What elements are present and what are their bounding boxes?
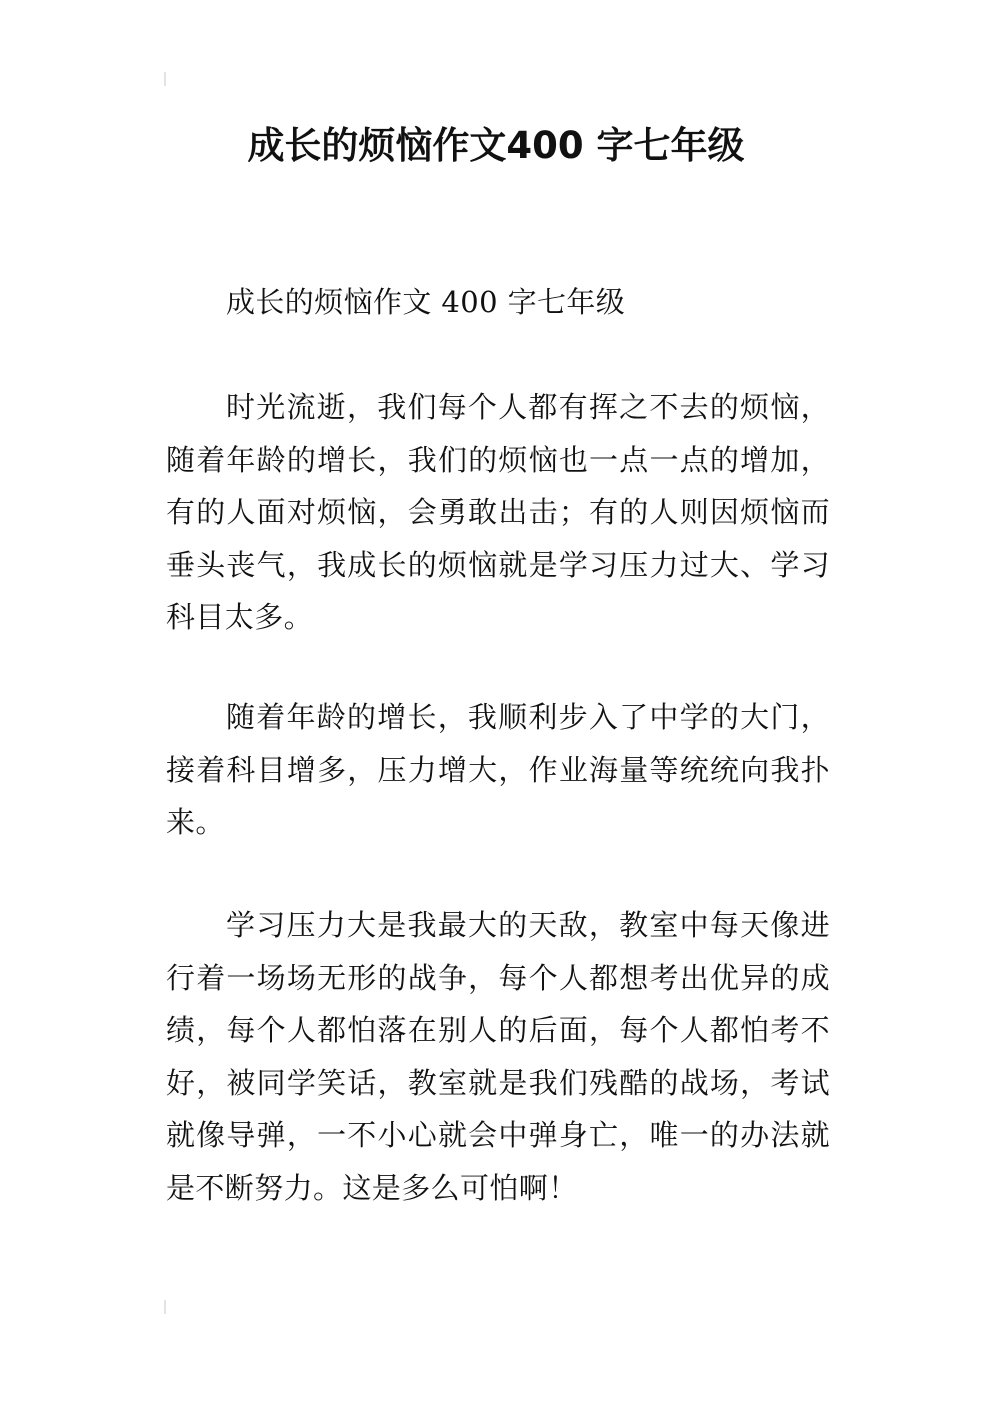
paragraph-1: 时光流逝，我们每个人都有挥之不去的烦恼，随着年龄的增长，我们的烦恼也一点一点的增加，有的人面对烦恼，会勇敢出击；有的人则因烦恼而垂头丧气，我成长的烦恼就是学习压力过大、学习科目太多。 — [166, 390, 830, 634]
margin-mark-top — [164, 72, 166, 86]
paragraph-2: 随着年龄的增长，我顺利步入了中学的大门，接着科目增多，压力增大，作业海量等统统向我扑来。 — [166, 700, 830, 839]
paragraph-3: 学习压力大是我最大的天敌，教室中每天像进行着一场场无形的战争，每个人都想考出优异的成绩，每个人都怕落在别人的后面，每个人都怕考不好，被同学笑话，教室就是我们残酷的战场，考试就像导弹，一不小心就会中弹身亡，唯一的办法就是不断努力。这是多么可怕啊！ — [166, 908, 830, 1205]
document-subtitle: 成长的烦恼作文 400 字七年级 — [226, 285, 626, 319]
margin-mark-bottom — [164, 1300, 166, 1314]
document-title: 成长的烦恼作文400 字七年级 — [247, 124, 745, 167]
